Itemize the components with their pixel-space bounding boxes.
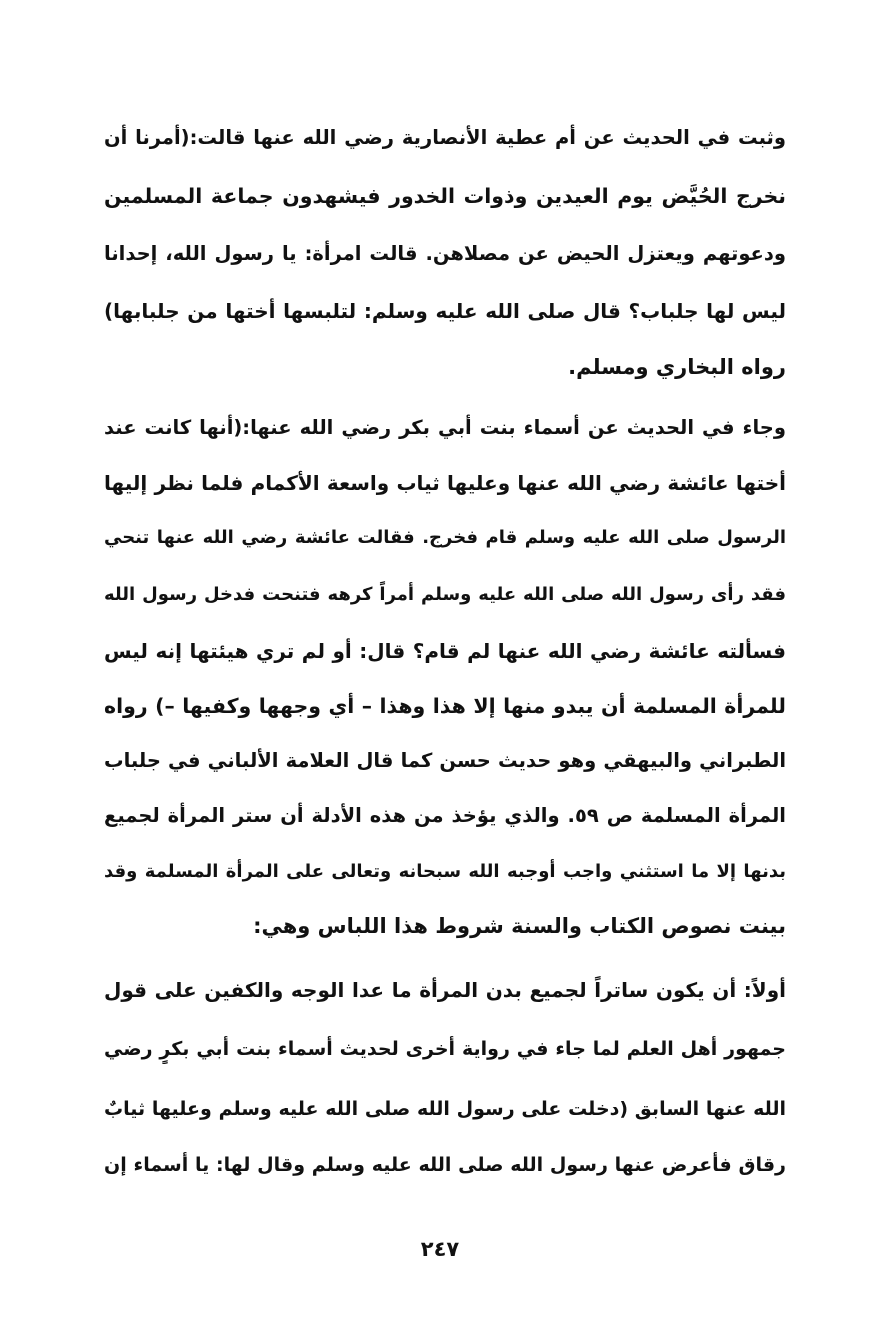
paragraph-2-line-1: وجاء في الحديث عن أسماء بنت أبي بكر رضي الله عنها:(أنها كانت عند — [104, 416, 786, 439]
paragraph-2-line-2: أختها عائشة رضي الله عنها وعليها ثياب واسعة الأكمام فلما نظر إليها — [104, 471, 786, 495]
paragraph-1-line-3: ودعوتهم ويعتزل الحيض عن مصلاهن. قالت امرأة: يا رسول الله، إحدانا — [104, 242, 786, 265]
paragraph-1-line-2: نخرج الحُيَّض يوم العيدين وذوات الخدور فيشهدون جماعة المسلمين — [104, 184, 786, 208]
paragraph-2-line-6: للمرأة المسلمة أن يبدو منها إلا هذا وهذا – أي وجهها وكفيها –) رواه — [104, 694, 786, 718]
paragraph-3-line-3: الله عنها السابق (دخلت على رسول الله صلى الله عليه وسلم وعليها ثيابٌ — [104, 1098, 786, 1120]
paragraph-2-line-7: الطبراني والبيهقي وهو حديث حسن كما قال العلامة الألباني في جلباب — [104, 749, 786, 772]
paragraph-3-line-1: أولاً: أن يكون ساتراً لجميع بدن المرأة ما عدا الوجه والكفين على قول — [104, 978, 786, 1002]
paragraph-1-line-1: وثبت في الحديث عن أم عطية الأنصارية رضي الله عنها قالت:(أمرنا أن — [104, 126, 786, 149]
paragraph-3-line-4: رقاق فأعرض عنها رسول الله صلى الله عليه وسلم وقال لها: يا أسماء إن — [104, 1154, 786, 1176]
paragraph-3-line-2: جمهور أهل العلم لما جاء في رواية أخرى لحديث أسماء بنت أبي بكرٍ رضي — [104, 1038, 786, 1060]
paragraph-1-line-4: ليس لها جلباب؟ قال صلى الله عليه وسلم: لتلبسها أختها من جلبابها) — [104, 299, 786, 323]
page-number: ٢٤٧ — [420, 1237, 460, 1261]
paragraph-2-line-8: المرأة المسلمة ص ٥٩. والذي يؤخذ من هذه الأدلة أن ستر المرأة لجميع — [104, 804, 786, 827]
paragraph-2-line-10: بينت نصوص الكتاب والسنة شروط هذا اللباس وهي: — [253, 914, 786, 938]
paragraph-2-line-5: فسألته عائشة رضي الله عنها لم قام؟ قال: أو لم تري هيئتها إنه ليس — [104, 639, 786, 663]
paragraph-2-line-4: فقد رأى رسول الله صلى الله عليه وسلم أمراً كرهه فتنحت فدخل رسول الله — [104, 584, 786, 605]
paragraph-2-line-3: الرسول صلى الله عليه وسلم قام فخرج. فقالت عائشة رضي الله عنها تنحي — [104, 527, 786, 548]
paragraph-2-line-9: بدنها إلا ما استثني واجب أوجبه الله سبحانه وتعالى على المرأة المسلمة وقد — [104, 861, 786, 882]
paragraph-1-line-5: رواه البخاري ومسلم. — [568, 355, 786, 379]
